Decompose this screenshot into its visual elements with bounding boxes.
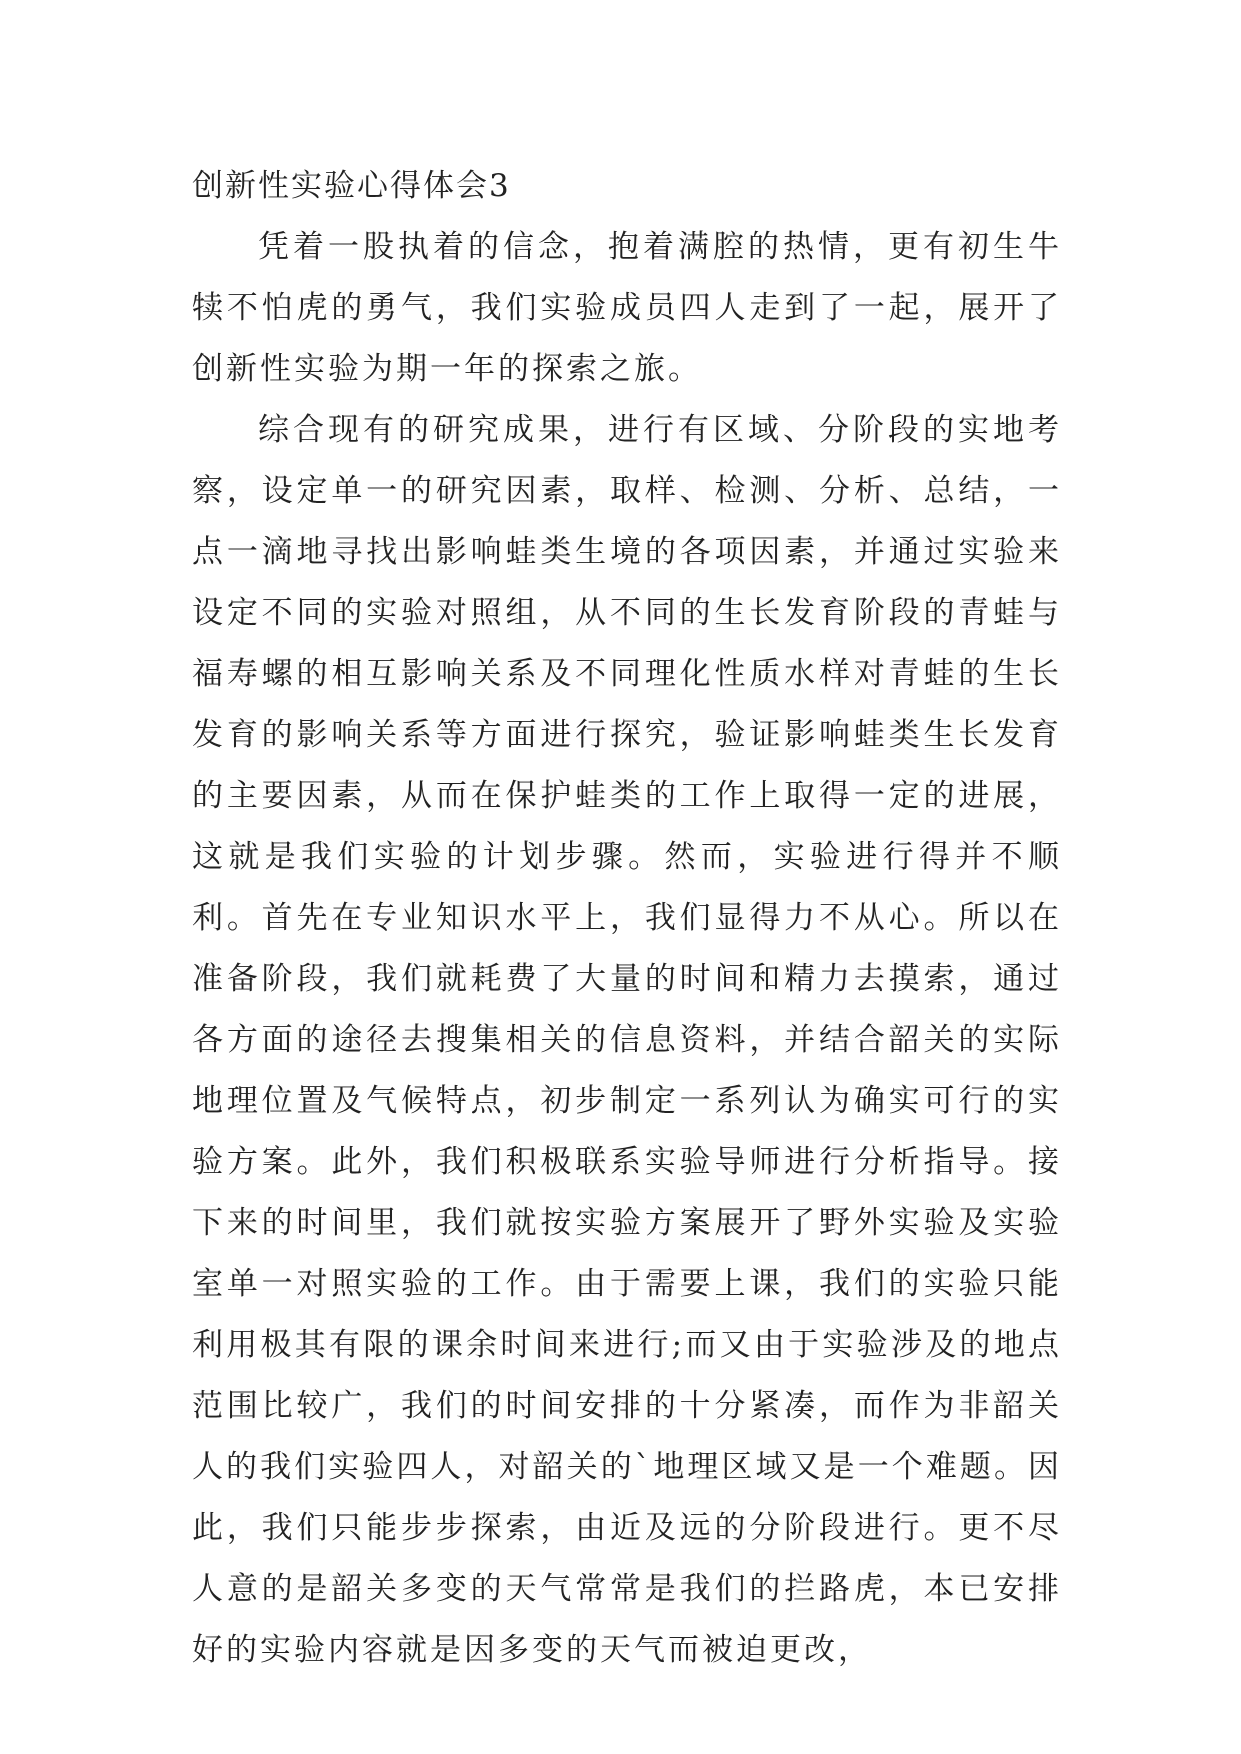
document-body [192,156,1062,1681]
paragraph-2: 综合现有的研究成果，进行有区域、分阶段的实地考察，设定单一的研究因素，取样、检测、分析、总结，一点一滴地寻找出影响蛙类生境的各项因素，并通过实验来设定不同的实验对照组，从不同的生长发育阶段的青蛙与福寿螺的相互影响关系及不同理化性质水样对青蛙的生长发育的影响关系等方面进行探究，验证影响蛙类生长发育的主要因素，从而在保护蛙类的工作上取得一定的进展，这就是我们实验的计划步骤。然而，实验进行得并不顺利。首先在专业知识水平上，我们显得力不从心。所以在准备阶段，我们就耗费了大量的时间和精力去摸索，通过各方面的途径去搜集相关的信息资料，并结合韶关的实际地理位置及气候特点，初步制定一系列认为确实可行的实验方案。此外，我们积极联系实验导师进行分析指导。接下来的时间里，我们就按实验方案展开了野外实验及实验室单一对照实验的工作。由于需要上课，我们的实验只能利用极其有限的课余时间来进行;而又由于实验涉及的地点范围比较广，我们的时间安排的十分紧凑，而作为非韶关人的我们实验四人，对韶关的`地理区域又是一个难题。因此，我们只能步步探索，由近及远的分阶段进行。更不尽人意的是韶关多变的天气常常是我们的拦路虎，本已安排好的实验内容就是因多变的天气而被迫更改， [192,412,1062,1668]
document-title: 创新性实验心得体会3 [192,168,511,204]
paragraph-1: 凭着一股执着的信念，抱着满腔的热情，更有初生牛犊不怕虎的勇气，我们实验成员四人走到了一起，展开了创新性实验为期一年的探索之旅。 [192,229,1062,387]
